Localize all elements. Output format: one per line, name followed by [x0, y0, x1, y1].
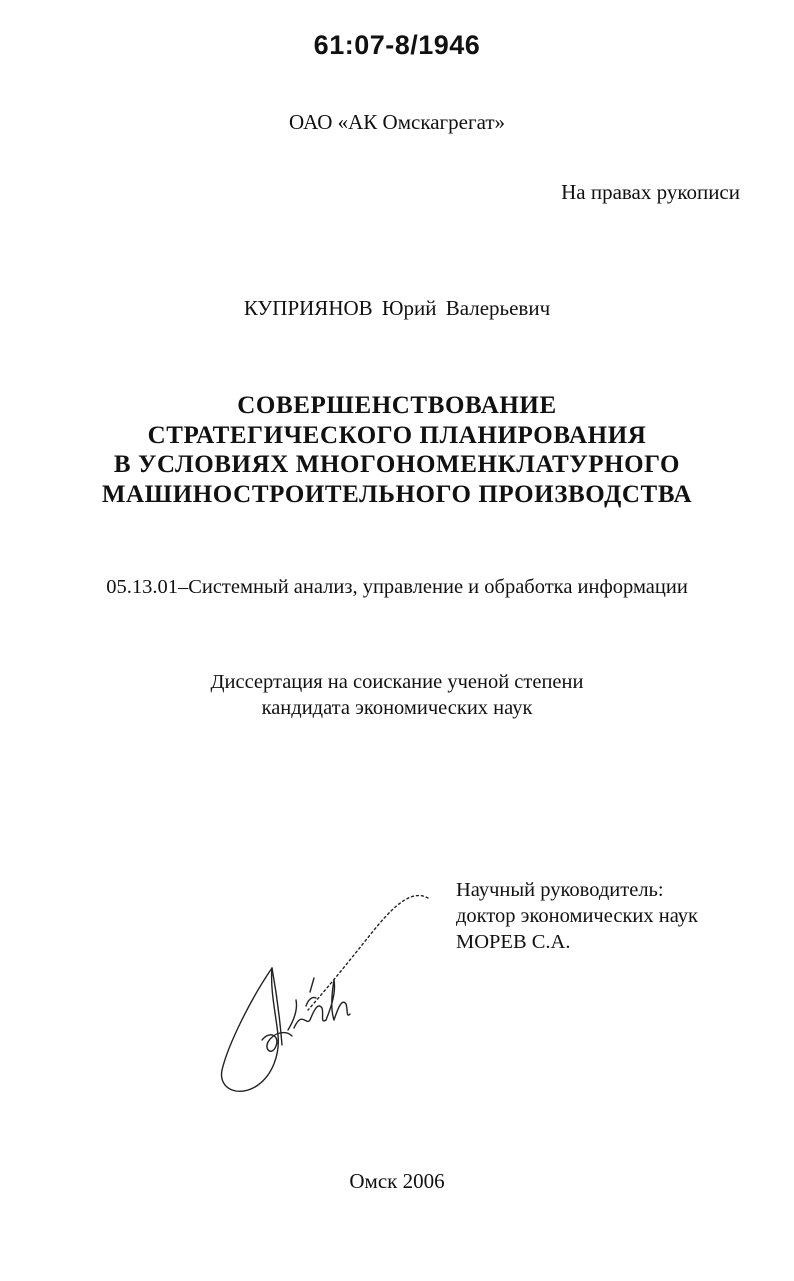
title-line: МАШИНОСТРОИТЕЛЬНОГО ПРОИЗВОДСТВА: [101, 480, 693, 508]
specialty-code: 05.13.01–Системный анализ, управление и обработка информации: [106, 576, 688, 598]
degree-line: Диссертация на соискание ученой степени: [210, 671, 584, 693]
dissertation-title: [0, 391, 794, 509]
author-name: КУПРИЯНОВ Юрий Валерьевич: [243, 296, 551, 320]
supervisor-name: МОРЕВ С.А.: [456, 931, 571, 953]
degree-statement: [0, 669, 794, 721]
organization-name: ОАО «АК Омскагрегат»: [288, 110, 506, 134]
supervisor-degree: доктор экономических наук: [456, 905, 698, 927]
city-and-year: Омск 2006: [349, 1169, 445, 1193]
manuscript-rights-note: На правах рукописи: [561, 180, 740, 204]
catalog-number: 61:07-8/1946: [313, 30, 481, 60]
title-line: В УСЛОВИЯХ МНОГОНОМЕНКЛАТУРНОГО: [113, 451, 681, 478]
scientific-supervisor: [456, 877, 698, 955]
title-line: СТРАТЕГИЧЕСКОГО ПЛАНИРОВАНИЯ: [147, 421, 647, 449]
degree-line: кандидата экономических наук: [261, 697, 533, 719]
supervisor-role: Научный руководитель:: [456, 879, 664, 901]
title-line: СОВЕРШЕНСТВОВАНИЕ: [237, 392, 557, 419]
signature-icon: [210, 880, 450, 1120]
